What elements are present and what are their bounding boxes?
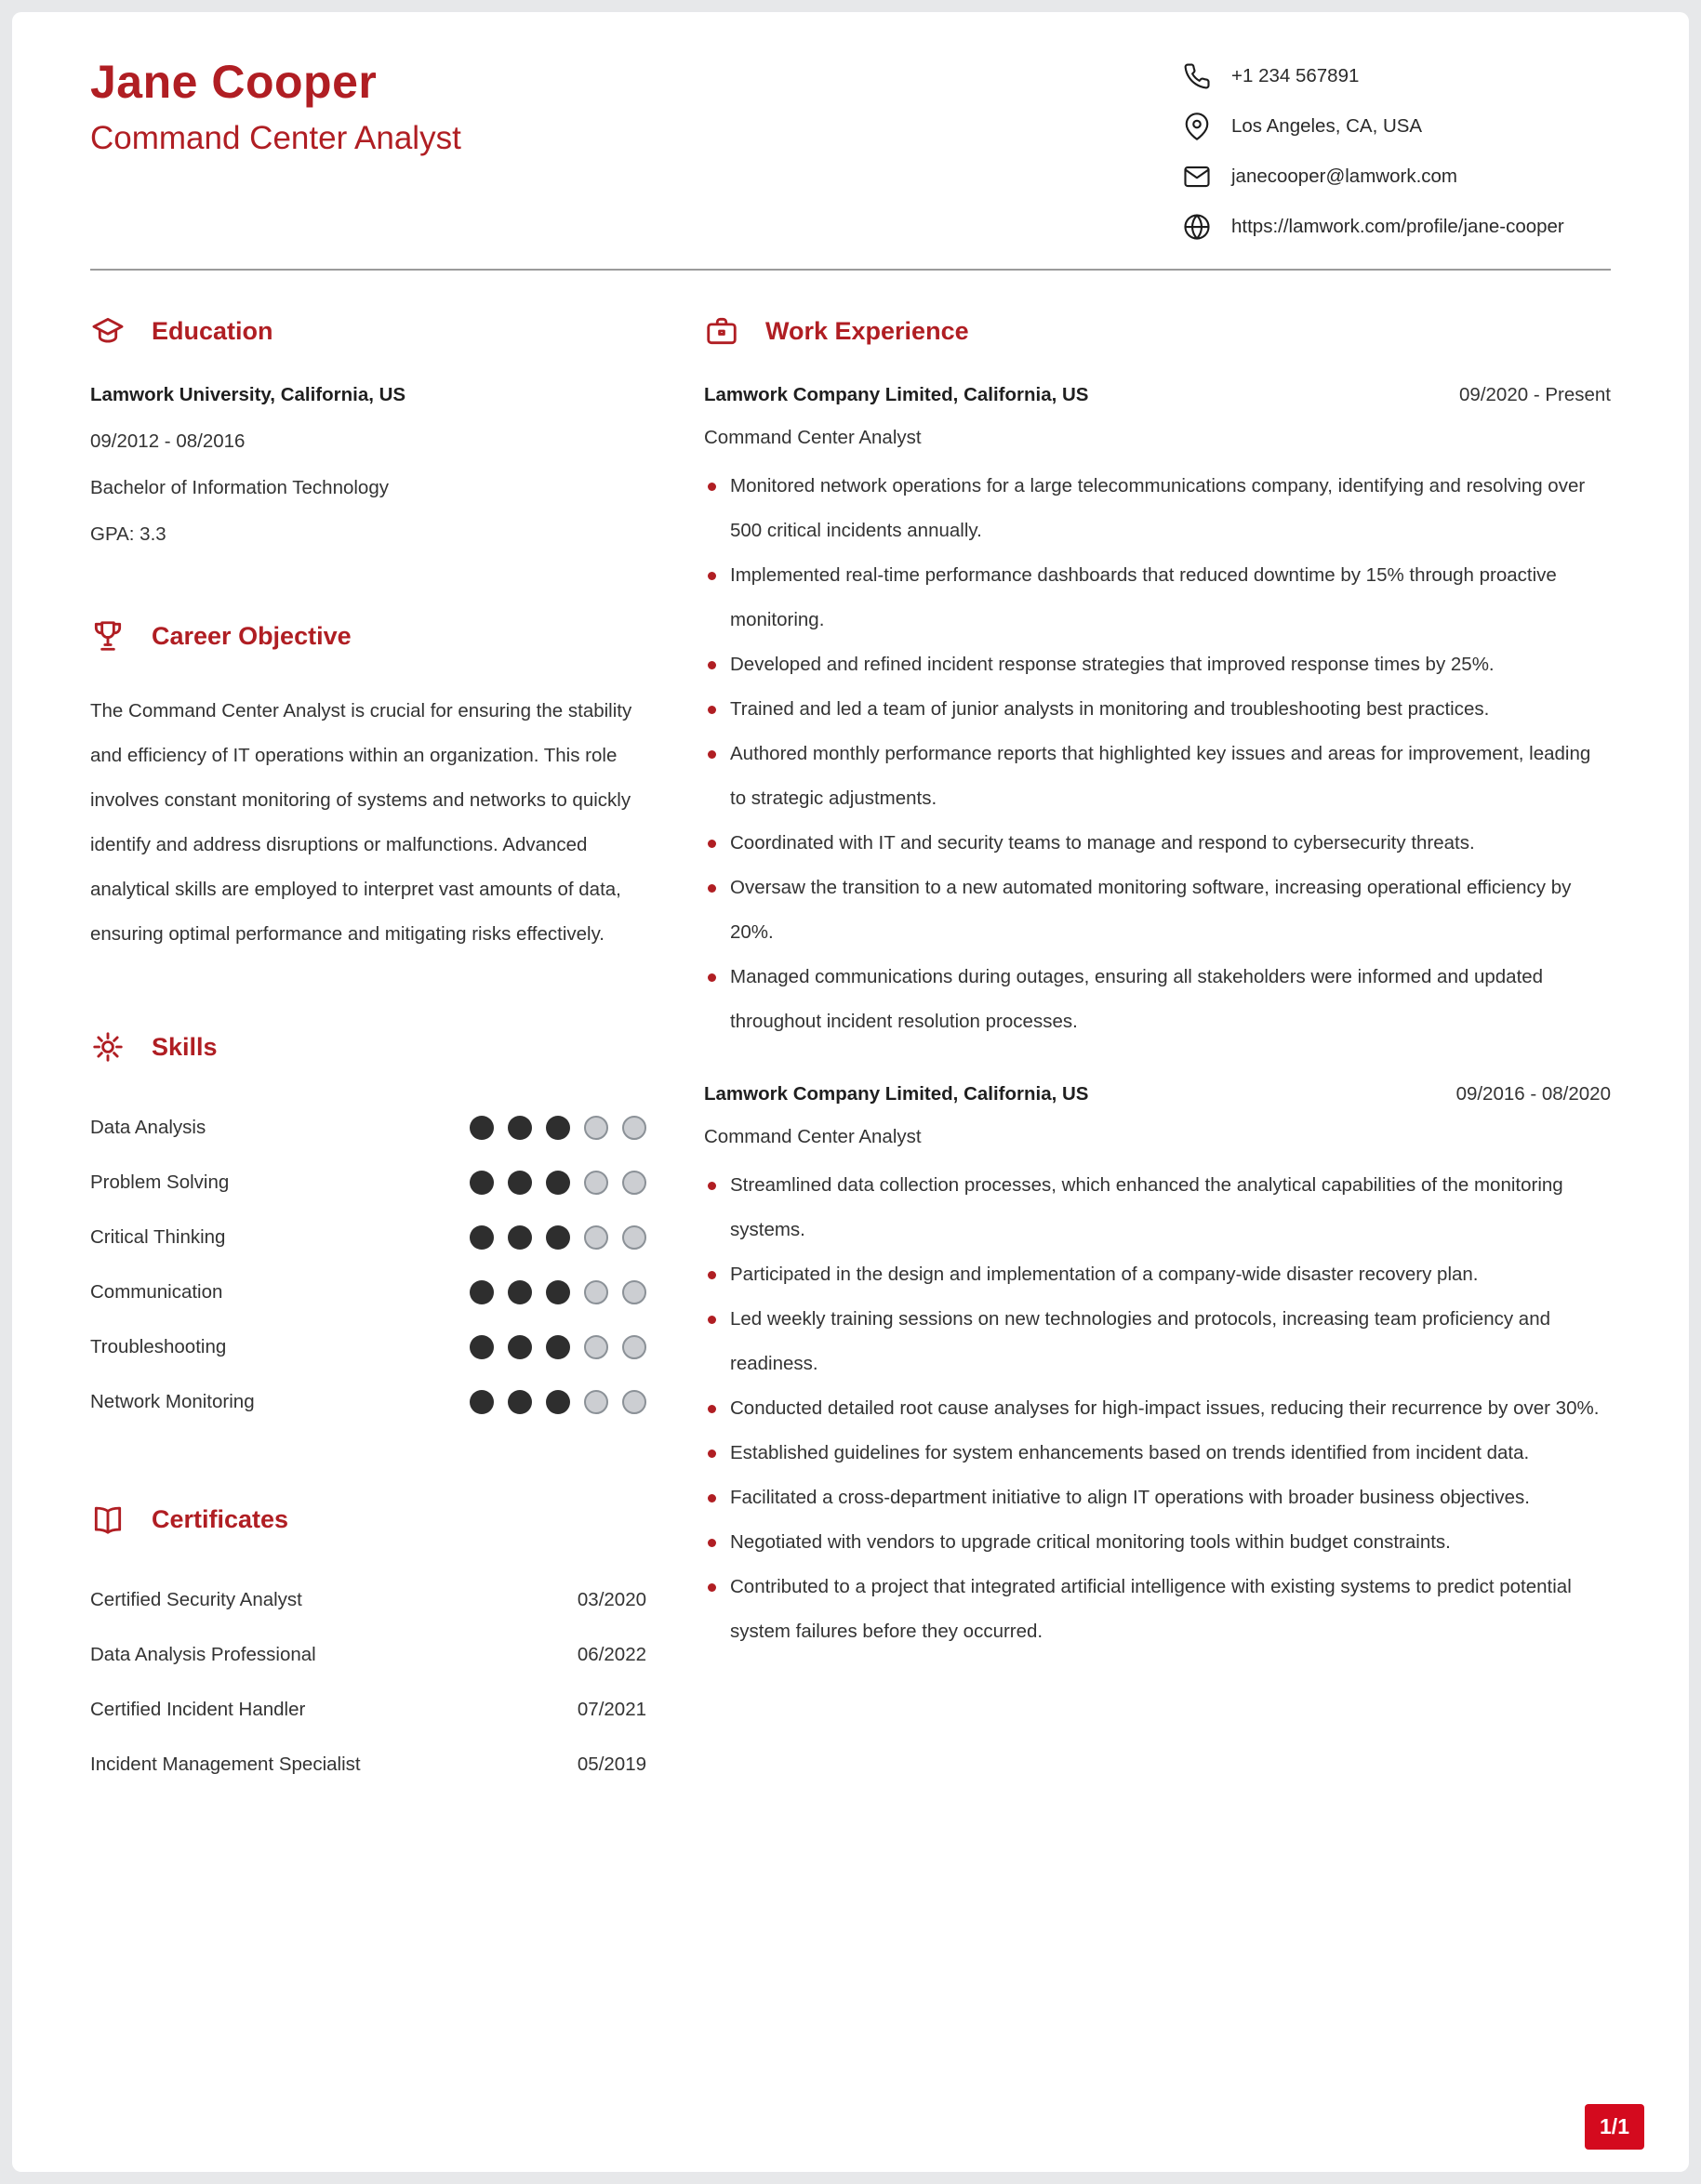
resume-page (12, 12, 1689, 2172)
job-dates: 09/2020 - Present (1459, 384, 1611, 405)
skill-dot-filled (508, 1225, 532, 1250)
skill-rating (470, 1280, 646, 1304)
skill-dot-filled (470, 1280, 494, 1304)
skill-dot-filled (470, 1335, 494, 1359)
education-school: Lamwork University, California, US (90, 384, 406, 405)
job-company: Lamwork Company Limited, California, US (704, 1083, 1089, 1105)
skill-dot-empty (584, 1390, 608, 1414)
page-number-badge: 1/1 (1585, 2104, 1644, 2150)
skill-dot-filled (470, 1116, 494, 1140)
skill-dot-filled (508, 1390, 532, 1414)
skill-name: Problem Solving (90, 1171, 230, 1193)
job-header (704, 1083, 1611, 1105)
skill-dot-empty (622, 1116, 646, 1140)
skill-row (90, 1319, 646, 1374)
skill-row (90, 1210, 646, 1264)
website-link[interactable]: https://lamwork.com/profile/jane-cooper (1231, 216, 1564, 237)
skill-name: Network Monitoring (90, 1390, 255, 1412)
job-entry (704, 384, 1611, 1044)
job-bullet: Managed communications during outages, ensuring all stakeholders were informed and updated throughout incident resolution processes. (704, 955, 1611, 1044)
certificate-date: 05/2019 (577, 1753, 646, 1775)
globe-icon (1183, 213, 1211, 241)
skills-section (90, 1029, 646, 1429)
graduation-cap-icon (90, 313, 126, 349)
skill-dot-empty (584, 1116, 608, 1140)
skill-dot-empty (584, 1225, 608, 1250)
job-bullet: Negotiated with vendors to upgrade critical monitoring tools within budget constraints. (704, 1520, 1611, 1565)
skill-dot-filled (508, 1116, 532, 1140)
job-bullet: Coordinated with IT and security teams to manage and respond to cybersecurity threats. (704, 821, 1611, 866)
skill-name: Data Analysis (90, 1116, 206, 1138)
job-bullet: Implemented real-time performance dashboards that reduced downtime by 15% through proactive monitoring. (704, 553, 1611, 642)
person-job-title: Command Center Analyst (90, 120, 461, 156)
certificates-section (90, 1502, 646, 1792)
certificate-name: Incident Management Specialist (90, 1753, 361, 1775)
skill-dot-filled (546, 1171, 570, 1195)
certificate-date: 07/2021 (577, 1698, 646, 1720)
email-link[interactable]: janecooper@lamwork.com (1231, 165, 1457, 187)
work-experience-section (704, 313, 1611, 1654)
work-experience-heading (704, 313, 1611, 349)
certificates-heading (90, 1502, 646, 1537)
skill-dot-filled (546, 1280, 570, 1304)
certificate-name: Certified Incident Handler (90, 1698, 306, 1720)
certificate-row (90, 1682, 646, 1737)
certificate-row (90, 1572, 646, 1627)
job-bullet: Developed and refined incident response strategies that improved response times by 25%. (704, 642, 1611, 687)
briefcase-icon (704, 313, 739, 349)
skill-dot-filled (508, 1171, 532, 1195)
location-value: Los Angeles, CA, USA (1231, 115, 1423, 137)
skill-dot-empty (622, 1280, 646, 1304)
certificate-date: 06/2022 (577, 1643, 646, 1665)
skill-dot-empty (584, 1335, 608, 1359)
right-column (704, 313, 1611, 1792)
job-bullet: Oversaw the transition to a new automated monitoring software, increasing operational efficiency by 20%. (704, 866, 1611, 955)
skill-dot-empty (622, 1390, 646, 1414)
phone-value: +1 234 567891 (1231, 65, 1360, 86)
resume-header (90, 55, 1611, 241)
skill-row (90, 1100, 646, 1155)
job-bullet: Conducted detailed root cause analyses for high-impact issues, reducing their recurrence by over 30%. (704, 1386, 1611, 1431)
skill-row (90, 1374, 646, 1429)
skill-dot-filled (508, 1335, 532, 1359)
job-bullet: Streamlined data collection processes, which enhanced the analytical capabilities of the monitoring systems. (704, 1163, 1611, 1252)
job-role: Command Center Analyst (704, 427, 922, 448)
skill-rating (470, 1335, 646, 1359)
education-degree: Bachelor of Information Technology (90, 477, 389, 498)
skill-dot-empty (622, 1335, 646, 1359)
certificate-row (90, 1627, 646, 1682)
certificate-name: Data Analysis Professional (90, 1643, 316, 1665)
skill-dot-empty (622, 1225, 646, 1250)
education-dates: 09/2012 - 08/2016 (90, 430, 246, 452)
job-bullet: Established guidelines for system enhancements based on trends identified from incident data. (704, 1431, 1611, 1476)
job-bullet-list (704, 464, 1611, 1044)
identity-block (90, 55, 461, 241)
section-title: Certificates (152, 1504, 289, 1533)
content-columns (90, 313, 1611, 1792)
skill-rating (470, 1116, 646, 1140)
skill-row (90, 1155, 646, 1210)
job-company: Lamwork Company Limited, California, US (704, 384, 1089, 405)
skill-dot-filled (546, 1335, 570, 1359)
job-bullet: Participated in the design and implementation of a company-wide disaster recovery plan. (704, 1252, 1611, 1297)
skill-dot-empty (584, 1171, 608, 1195)
job-bullet: Contributed to a project that integrated artificial intelligence with existing systems to predict potential system failures before they occurred. (704, 1565, 1611, 1654)
job-bullet: Monitored network operations for a large telecommunications company, identifying and resolving over 500 critical incidents annually. (704, 464, 1611, 553)
education-section (90, 313, 646, 546)
job-dates: 09/2016 - 08/2020 (1455, 1083, 1611, 1105)
skill-rating (470, 1171, 646, 1195)
job-bullet: Trained and led a team of junior analysts in monitoring and troubleshooting best practices. (704, 687, 1611, 732)
job-header (704, 384, 1611, 406)
open-book-icon (90, 1502, 126, 1537)
section-title: Education (152, 316, 273, 345)
person-name: Jane Cooper (90, 56, 378, 108)
job-bullet: Led weekly training sessions on new technologies and protocols, increasing team proficiency and readiness. (704, 1297, 1611, 1386)
contact-website-row (1183, 213, 1611, 241)
education-heading (90, 313, 646, 349)
skills-heading (90, 1029, 646, 1065)
section-title: Skills (152, 1032, 218, 1061)
objective-text: The Command Center Analyst is crucial for ensuring the stability and efficiency of IT operations within an organization. This role involves constant monitoring of systems and networks to quickly identify and address disruptions or malfunctions. Advanced analytical skills are employed to interpret vast amounts of data, ensuring optimal performance and mitigating risks effectively. (90, 700, 632, 945)
envelope-icon (1183, 163, 1211, 191)
skill-dot-filled (470, 1390, 494, 1414)
header-divider (90, 269, 1611, 271)
skill-dot-filled (470, 1171, 494, 1195)
skill-name: Troubleshooting (90, 1335, 227, 1357)
skill-dot-filled (508, 1280, 532, 1304)
skill-dot-empty (622, 1171, 646, 1195)
skill-dot-filled (470, 1225, 494, 1250)
certificate-row (90, 1737, 646, 1792)
skill-dot-filled (546, 1116, 570, 1140)
skill-rating (470, 1390, 646, 1414)
job-bullet-list (704, 1163, 1611, 1654)
section-title: Work Experience (765, 316, 969, 345)
objective-heading (90, 618, 646, 654)
skill-name: Critical Thinking (90, 1225, 226, 1248)
job-bullet: Facilitated a cross-department initiative to align IT operations with broader business objectives. (704, 1476, 1611, 1520)
location-pin-icon (1183, 113, 1211, 140)
contact-block (1183, 55, 1611, 241)
skill-row (90, 1264, 646, 1319)
job-bullet: Authored monthly performance reports that highlighted key issues and areas for improvement, leading to strategic adjustments. (704, 732, 1611, 821)
skill-dot-filled (546, 1390, 570, 1414)
job-role: Command Center Analyst (704, 1126, 922, 1147)
job-entry (704, 1083, 1611, 1654)
certificate-name: Certified Security Analyst (90, 1588, 302, 1610)
gear-icon (90, 1029, 126, 1065)
left-column (90, 313, 646, 1792)
skill-dot-filled (546, 1225, 570, 1250)
skill-name: Communication (90, 1280, 223, 1303)
objective-section (90, 618, 646, 957)
skill-rating (470, 1225, 646, 1250)
skill-dot-empty (584, 1280, 608, 1304)
trophy-icon (90, 618, 126, 654)
contact-phone-row (1183, 62, 1611, 90)
section-title: Career Objective (152, 621, 352, 650)
education-gpa: GPA: 3.3 (90, 523, 166, 545)
contact-location-row (1183, 113, 1611, 140)
certificate-date: 03/2020 (577, 1588, 646, 1610)
phone-icon (1183, 62, 1211, 90)
contact-email-row (1183, 163, 1611, 191)
